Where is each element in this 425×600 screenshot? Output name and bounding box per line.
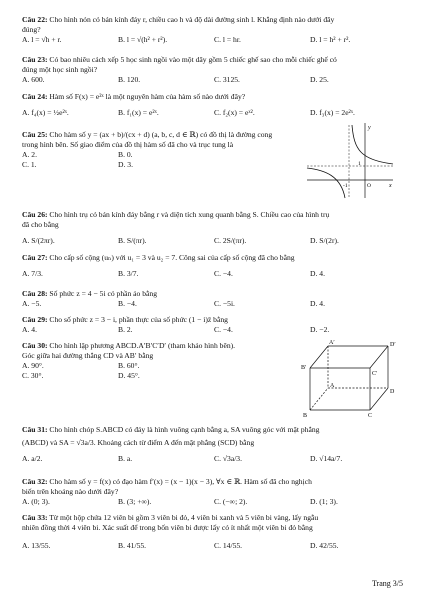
page-number: Trang 3/5 (371, 579, 403, 588)
q33-stem: Từ một hộp chứa 12 viên bi gồm 3 viên bi đỏ, 4 viên bi xanh và 5 viên bi vàng, lấy ngẫu (47, 513, 319, 522)
cube-label-d1: D′ (390, 342, 396, 348)
q33-stem-cont: nhiên đồng thời 4 viên bi. Xác suất để trong bốn viên bi được lấy có ít nhất một viên bi đỏ bằng (22, 523, 313, 532)
graph-x-label: x (389, 183, 392, 189)
q26-option-b: B. S/(πr). (118, 236, 147, 245)
q24-label: Câu 24: (22, 92, 48, 101)
q22-option-c: C. l = hr. (214, 35, 241, 44)
cube-label-c1: C′ (372, 371, 378, 377)
q29-option-b: B. 2. (118, 325, 133, 334)
q28-option-c: C. −5i. (214, 299, 235, 308)
question-23 (22, 55, 407, 85)
q31-option-d: D. √14a/7. (310, 454, 343, 463)
q32-option-d: D. (1; 3). (310, 497, 338, 506)
q30-cube (300, 338, 400, 418)
q27-option-d: D. 4. (310, 269, 325, 278)
graph-y-label: y (368, 125, 371, 131)
edge-c-d (370, 388, 388, 410)
q31-stem: Cho hình chóp S.ABCD có đáy là hình vuông cạnh bằng a, SA vuông góc với mặt phẳng (47, 425, 320, 434)
graph-tick-y: 1 (358, 161, 361, 167)
q24-option-d: D. f₃(x) = 2e²ˣ. (310, 108, 355, 117)
q22-option-d: D. l = h² + r². (310, 35, 351, 44)
q24-option-b: B. f₁(x) = e²ˣ. (118, 108, 159, 117)
q31-option-a: A. a/2. (22, 454, 43, 463)
question-29 (22, 315, 407, 335)
q27-option-c: C. −4. (214, 269, 233, 278)
q32-option-a: A. (0; 3). (22, 497, 50, 506)
q32-stem-cont: biến trên khoảng nào dưới đây? (22, 487, 119, 496)
question-24 (22, 92, 407, 118)
q26-option-a: A. S/(2πr). (22, 236, 55, 245)
q29-stem: Cho số phức z = 3 − i, phần thực của số phức (1 − i)z̄ bằng (47, 315, 228, 324)
q32-option-b: B. (3; +∞). (118, 497, 152, 506)
graph-origin-label: O (367, 183, 371, 189)
q28-option-d: D. 4. (310, 299, 325, 308)
q28-option-b: B. −4. (118, 299, 137, 308)
question-27 (22, 253, 407, 279)
q27-option-b: B. 3/7. (118, 269, 139, 278)
q23-option-c: C. 3125. (214, 75, 240, 84)
q33-option-c: C. 14/55. (214, 541, 243, 550)
q30-label: Câu 30: (22, 341, 48, 350)
q29-option-d: D. −2. (310, 325, 330, 334)
cube-label-c: C (368, 413, 373, 418)
q30-stem: Cho hình lập phương ABCD.A′B′C′D′ (tham khảo hình bên). (47, 341, 236, 350)
q27-option-a: A. 7/3. (22, 269, 43, 278)
cube-label-a1: A′ (329, 340, 335, 346)
q25-graph (305, 120, 395, 200)
q25-option-c: C. 1. (22, 160, 37, 169)
q30-option-d: D. 45°. (118, 371, 140, 380)
q29-label: Câu 29: (22, 315, 48, 324)
q23-option-b: B. 120. (118, 75, 141, 84)
question-26 (22, 210, 407, 246)
q26-label: Câu 26: (22, 210, 48, 219)
q28-label: Câu 28: (22, 289, 48, 298)
q26-stem-cont: đã cho bằng (22, 220, 59, 229)
edge-b1-a1 (310, 346, 328, 368)
question-22 (22, 15, 407, 45)
q25-stem-cont: trong hình bên. Số giao điểm của đồ thị hàm số đã cho và trục tung là (22, 140, 234, 149)
q27-stem: Cho cấp số cộng (uₙ) với u₁ = 3 và u₂ = 7. Công sai của cấp số cộng đã cho bằng (47, 253, 295, 262)
q22-label: Câu 22: (22, 15, 48, 24)
q26-stem: Cho hình trụ có bán kính đáy bằng r và diện tích xung quanh bằng S. Chiều cao của hình trụ (47, 210, 330, 219)
q31-stem-cont: (ABCD) và SA = √3a/3. Khoảng cách từ điểm A đến mặt phẳng (SCD) bằng (22, 438, 255, 447)
q25-option-b: B. 0. (118, 150, 133, 159)
q33-option-b: B. 41/55. (118, 541, 147, 550)
q26-option-d: D. S/(2r). (310, 236, 339, 245)
q31-label: Câu 31: (22, 425, 48, 434)
q28-stem: Số phức z = 4 − 5i có phần ảo bằng (47, 289, 158, 298)
question-28 (22, 289, 407, 309)
edge-b-a-hidden (310, 388, 328, 410)
q29-option-a: A. 4. (22, 325, 37, 334)
q23-label: Câu 23: (22, 55, 48, 64)
question-33 (22, 513, 407, 551)
q32-stem: Cho hàm số y = f(x) có đạo hàm f′(x) = (x − 1)(x − 3), ∀x ∈ ℝ. Hàm số đã cho nghịch (47, 477, 312, 486)
q25-option-d: D. 3. (118, 160, 133, 169)
q24-option-a: A. f₄(x) = ½e²ˣ. (22, 108, 69, 117)
q22-option-b: B. l = √(h² + r²). (118, 35, 168, 44)
q23-option-a: A. 600. (22, 75, 45, 84)
q22-option-a: A. l = √h + r. (22, 35, 62, 44)
curve-left-branch (307, 168, 345, 198)
q22-stem-cont: đúng? (22, 25, 41, 34)
q24-stem: Hàm số F(x) = e²ˣ là một nguyên hàm của hàm số nào dưới đây? (47, 92, 246, 101)
cube-label-a: A (330, 383, 335, 389)
q23-option-d: D. 25. (310, 75, 329, 84)
curve-right-branch (352, 125, 393, 164)
q33-option-a: A. 13/55. (22, 541, 51, 550)
q26-option-c: C. 2S/(πr). (214, 236, 247, 245)
question-32 (22, 477, 407, 507)
edge-c1-d1 (370, 346, 388, 368)
question-30 (22, 341, 312, 381)
cube-label-b: B (303, 413, 308, 418)
q28-option-a: A. −5. (22, 299, 42, 308)
q30-option-b: B. 60°. (118, 361, 140, 370)
cube-label-b1: B′ (301, 365, 307, 371)
q30-option-a: A. 90°. (22, 361, 44, 370)
q27-label: Câu 27: (22, 253, 48, 262)
q29-option-c: C. −4. (214, 325, 233, 334)
q22-stem: Cho hình nón có bán kính đáy r, chiều cao h và độ dài đường sinh l. Khẳng định nào dưới đây (47, 15, 335, 24)
q33-option-d: D. 42/55. (310, 541, 339, 550)
q23-stem-cont: đúng một học sinh ngồi? (22, 65, 98, 74)
q30-stem-cont: Góc giữa hai đường thẳng CD và AB′ bằng (22, 351, 154, 360)
q32-option-c: C. (−∞; 2). (214, 497, 248, 506)
q23-stem: Có bao nhiêu cách xếp 5 học sinh ngồi vào một dãy gồm 5 chiếc ghế sao cho mỗi chiếc ghế có (47, 55, 337, 64)
question-25 (22, 130, 302, 170)
cube-label-d: D (390, 389, 395, 395)
q24-option-c: C. f₂(x) = eˣ². (214, 108, 255, 117)
graph-tick-x: -1 (343, 183, 348, 189)
question-31 (22, 425, 407, 464)
q31-option-c: C. √3a/3. (214, 454, 243, 463)
q33-label: Câu 33: (22, 513, 48, 522)
q32-label: Câu 32: (22, 477, 48, 486)
q30-option-c: C. 30°. (22, 371, 44, 380)
q25-option-a: A. 2. (22, 150, 37, 159)
q31-option-b: B. a. (118, 454, 133, 463)
q25-stem: Cho hàm số y = (ax + b)/(cx + d) (a, b, c, d ∈ ℝ) có đồ thị là đường cong (47, 130, 273, 139)
q25-label: Câu 25: (22, 130, 48, 139)
